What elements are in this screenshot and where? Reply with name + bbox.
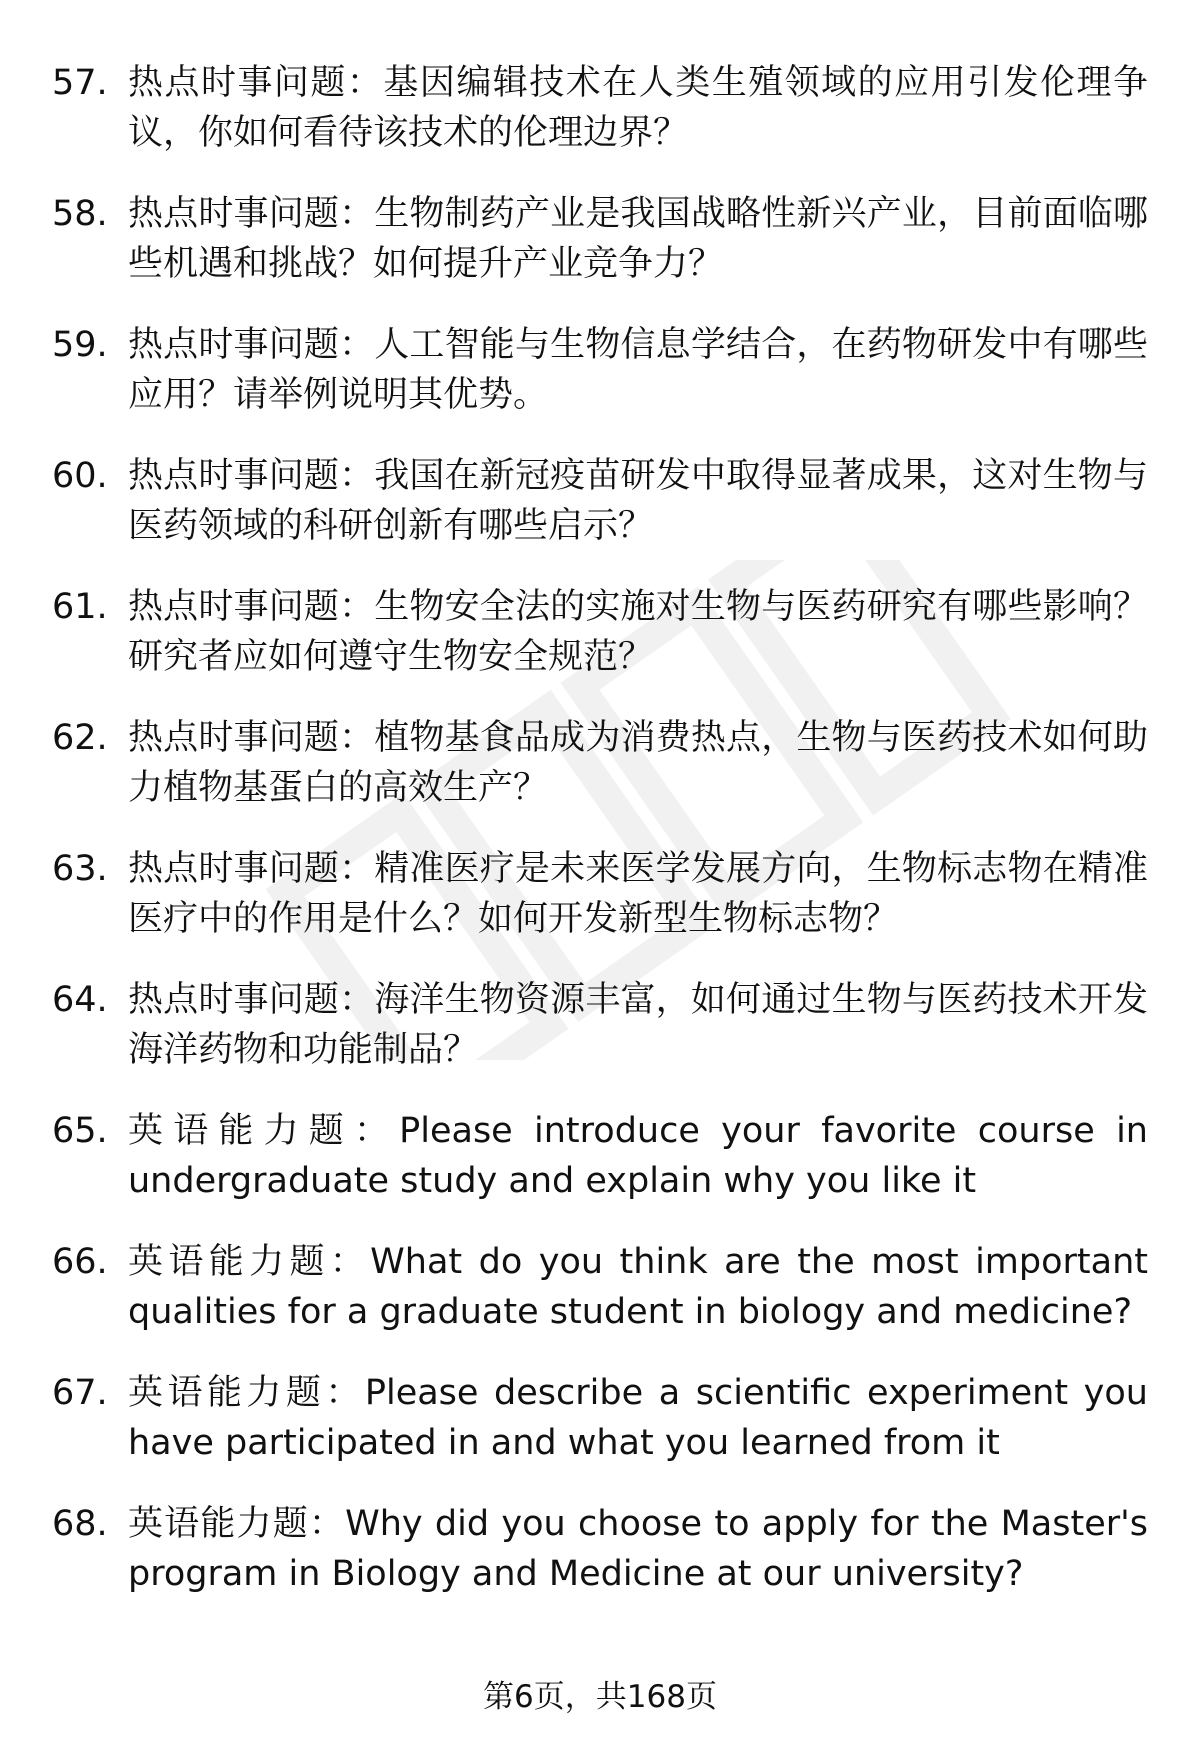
question-text: 英语能力题：Please introduce your favorite course in undergraduate study and explain why you like it <box>128 1111 1148 1201</box>
question-item <box>0 189 1200 320</box>
question-item <box>0 320 1200 451</box>
question-item <box>0 1499 1200 1630</box>
question-item <box>0 975 1200 1106</box>
question-number: 65. <box>52 1111 108 1151</box>
question-number: 66. <box>52 1242 108 1282</box>
question-list <box>0 58 1200 1630</box>
question-text: 热点时事问题：人工智能与生物信息学结合，在药物研发中有哪些应用？请举例说明其优势。 <box>128 325 1148 415</box>
question-item <box>0 1237 1200 1368</box>
question-item <box>0 713 1200 844</box>
question-text: 热点时事问题：海洋生物资源丰富，如何通过生物与医药技术开发海洋药物和功能制品？ <box>128 980 1148 1070</box>
question-item <box>0 582 1200 713</box>
question-item <box>0 451 1200 582</box>
question-number: 68. <box>52 1504 108 1544</box>
question-text: 热点时事问题：精准医疗是未来医学发展方向，生物标志物在精准医疗中的作用是什么？如何开发新型生物标志物？ <box>128 849 1148 939</box>
question-number: 57. <box>52 63 108 103</box>
question-text: 英语能力题：What do you think are the most important qualities for a graduate student in biology and medicine? <box>128 1242 1148 1332</box>
question-number: 60. <box>52 456 108 496</box>
question-number: 61. <box>52 587 108 627</box>
question-item <box>0 844 1200 975</box>
question-number: 67. <box>52 1373 108 1413</box>
question-text: 英语能力题：Please describe a scientific experiment you have participated in and what you learned from it <box>128 1373 1148 1463</box>
question-item <box>0 1368 1200 1499</box>
question-text: 热点时事问题：生物制药产业是我国战略性新兴产业，目前面临哪些机遇和挑战？如何提升产业竞争力？ <box>128 194 1148 284</box>
question-text: 热点时事问题：植物基食品成为消费热点，生物与医药技术如何助力植物基蛋白的高效生产？ <box>128 718 1148 808</box>
question-number: 62. <box>52 718 108 758</box>
question-item <box>0 1106 1200 1237</box>
question-text: 英语能力题：Why did you choose to apply for the Master's program in Biology and Medicine at our university? <box>128 1504 1148 1594</box>
page-number-footer: 第6页，共168页 <box>483 1679 717 1715</box>
question-text: 热点时事问题：生物安全法的实施对生物与医药研究有哪些影响？研究者应如何遵守生物安全规范？ <box>128 587 1148 677</box>
question-text: 热点时事问题：基因编辑技术在人类生殖领域的应用引发伦理争议，你如何看待该技术的伦理边界？ <box>128 63 1148 153</box>
question-text: 热点时事问题：我国在新冠疫苗研发中取得显著成果，这对生物与医药领域的科研创新有哪些启示？ <box>128 456 1148 546</box>
question-number: 64. <box>52 980 108 1020</box>
question-number: 63. <box>52 849 108 889</box>
question-number: 59. <box>52 325 108 365</box>
question-number: 58. <box>52 194 108 234</box>
question-item <box>0 58 1200 189</box>
